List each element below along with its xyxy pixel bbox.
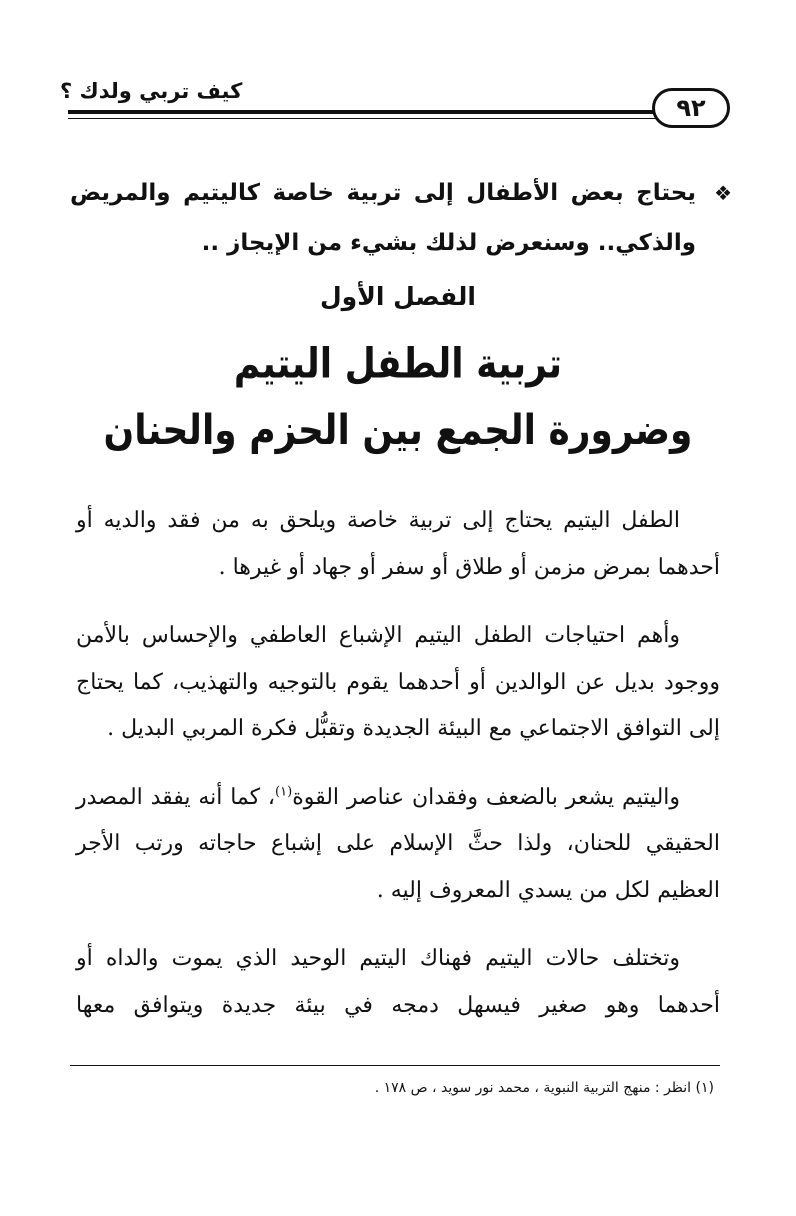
body-text (76, 498, 720, 1051)
footnote-reference: (١) (275, 784, 293, 800)
header-rule-thick (68, 110, 656, 114)
bullet-icon: ❖ (714, 181, 732, 205)
footnote-separator (70, 1065, 720, 1066)
paragraph-3-end: ، كما أنه يفقد المصدر الحقيقي للحنان، ولذا حثَّ الإسلام على إشباع حاجاته ورتب الأجر العظيم لكل من يسدي المعروف إليه . (76, 784, 720, 903)
chapter-label: الفصل الأول (319, 282, 477, 311)
paragraph-4: وتختلف حالات اليتيم فهناك اليتيم الوحيد الذي يموت والداه أو أحدهما وهو صغير فيسهل دمجه في بيئة جديدة ويتوافق معها (76, 946, 720, 1018)
intro-text: يحتاج بعض الأطفال إلى تربية خاصة كاليتيم والمريض والذكي.. وسنعرض لذلك بشيء من الإيجاز .. (70, 180, 696, 256)
header-rule-thin (68, 118, 656, 119)
paragraph-2: وأهم احتياجات الطفل اليتيم الإشباع العاطفي والإحساس بالأمن ووجود بديل عن الوالدين أو أحدهما يقوم بالتوجيه والتهذيب، كما يحتاج إلى التوافق الاجتماعي مع البيئة الجديدة وتقبُّل فكرة المربي البديل . (76, 623, 720, 741)
chapter-title-line-1: تربية الطفل اليتيم (233, 340, 563, 388)
intro-paragraph (70, 168, 732, 268)
paragraph-3 (76, 775, 720, 915)
chapter-title-line-2: وضرورة الجمع بين الحزم والحنان (103, 407, 693, 455)
paragraph-1: الطفل اليتيم يحتاج إلى تربية خاصة ويلحق به من فقد والديه أو أحدهما بمرض مزمن أو طلاق أو سفر أو جهاد أو غيرها . (76, 508, 720, 580)
paragraph-3-start: واليتيم يشعر بالضعف وفقدان عناصر القوة (292, 784, 681, 810)
page-number: ٩٢ (652, 88, 730, 128)
running-title: كيف تربي ولدك ؟ (60, 79, 243, 103)
footnote: (١) انظر : منهج التربية النبوية ، محمد نور سويد ، ص ١٧٨ . (374, 1080, 714, 1096)
chapter-title (0, 331, 796, 464)
